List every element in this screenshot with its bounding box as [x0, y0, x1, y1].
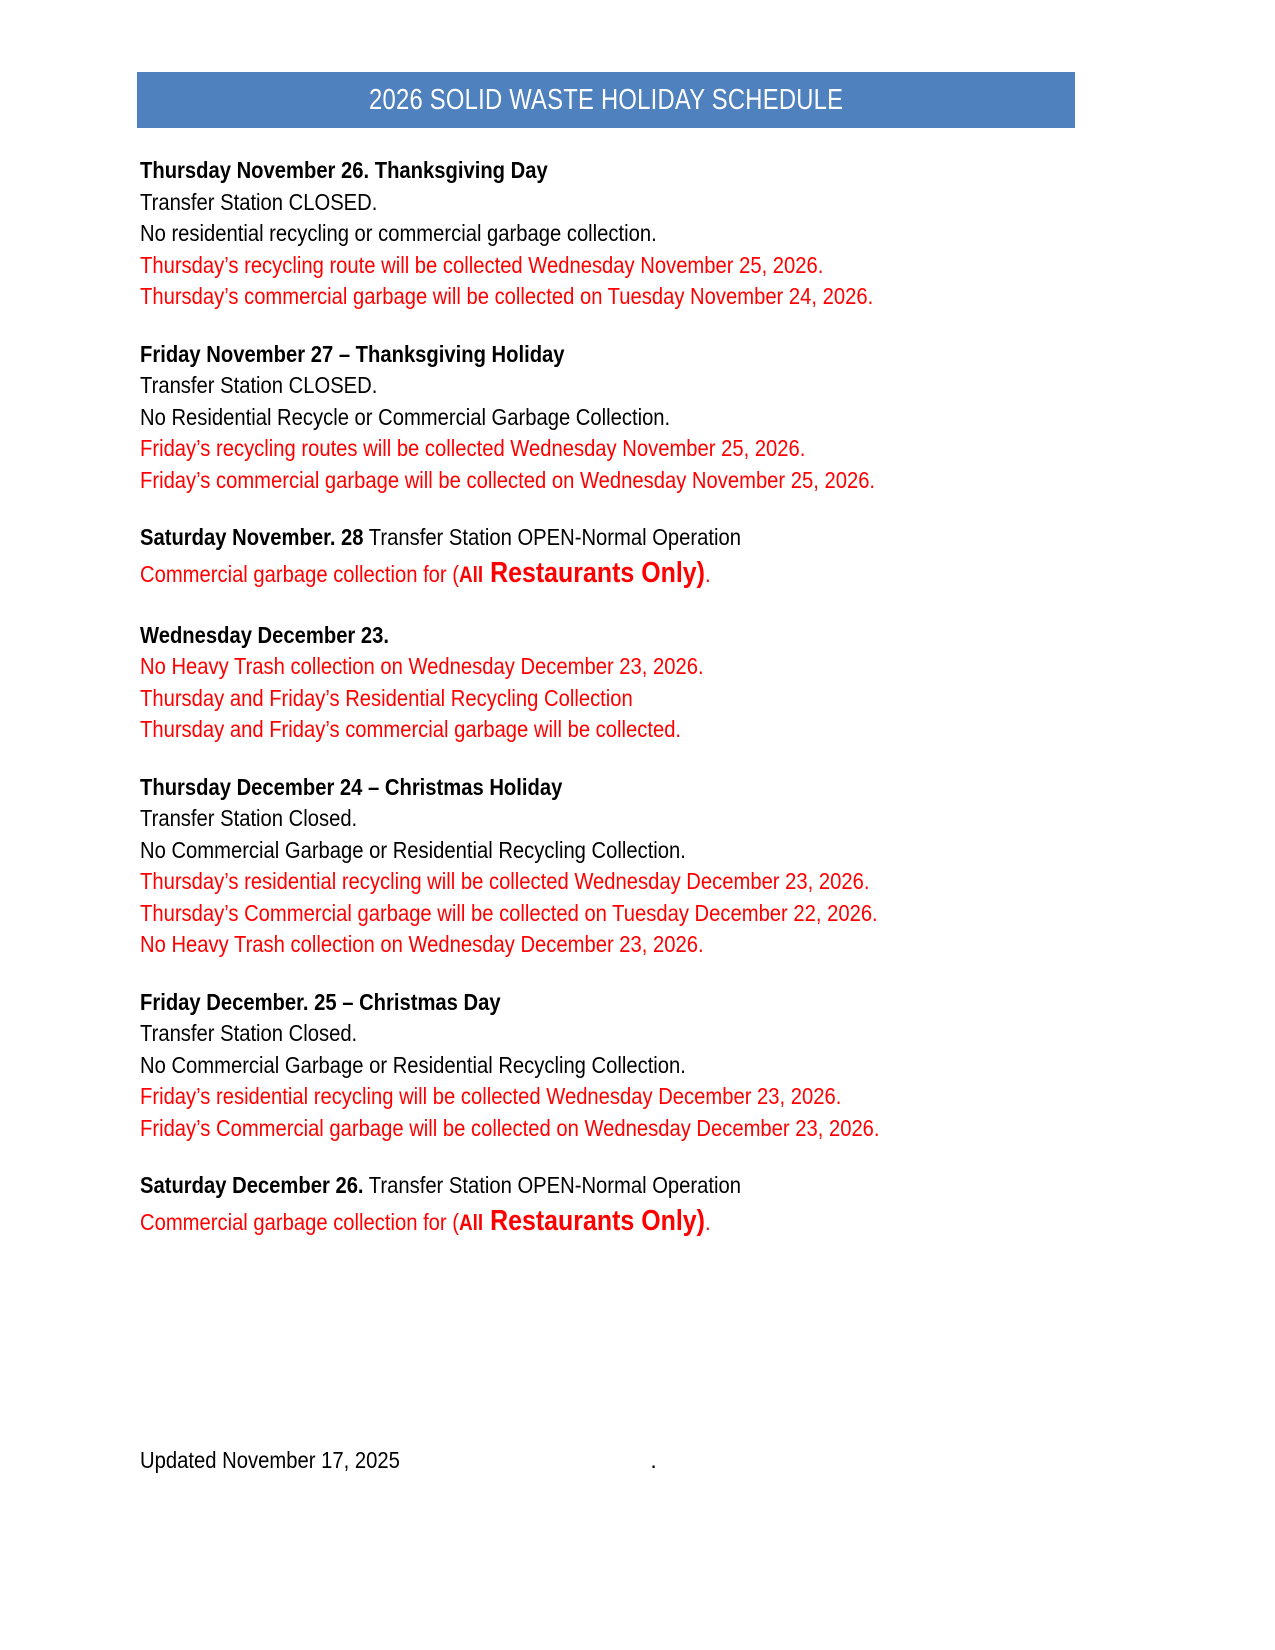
- section-heading: Friday December. 25 – Christmas Day: [140, 988, 501, 1015]
- section-line: No residential recycling or commercial garbage collection.: [140, 220, 657, 246]
- section-line-highlight: Friday’s recycling routes will be collected Wednesday November 25, 2026.: [140, 435, 806, 461]
- section-line-highlight: Friday’s Commercial garbage will be collected on Wednesday December 23, 2026.: [140, 1114, 880, 1141]
- restaurant-line-emphasis: Restaurants Only): [483, 556, 705, 589]
- section-heading: Wednesday December 23.: [140, 621, 390, 648]
- section-line: No Residential Recycle or Commercial Garbage Collection.: [140, 403, 671, 430]
- document-header-bar: [137, 72, 1075, 128]
- page-title: 2026 SOLID WASTE HOLIDAY SCHEDULE: [368, 83, 844, 116]
- section-thanksgiving-holiday: [140, 339, 1140, 497]
- restaurant-line-prefix: Commercial garbage collection for (: [140, 560, 460, 587]
- section-line: No Commercial Garbage or Residential Recycling Collection.: [140, 1051, 686, 1078]
- section-line: No Commercial Garbage or Residential Recycling Collection.: [140, 836, 686, 863]
- section-line-highlight: No Heavy Trash collection on Wednesday December 23, 2026.: [140, 931, 704, 957]
- section-christmas-holiday: [140, 772, 1140, 961]
- section-saturday-november-28: [140, 522, 1140, 594]
- section-heading: Friday November 27 – Thanksgiving Holiday: [140, 340, 565, 367]
- section-heading-normal: Transfer Station OPEN-Normal Operation: [363, 1172, 741, 1198]
- footer-trailing-mark: .: [650, 1447, 657, 1473]
- section-heading: [140, 1170, 1000, 1202]
- document-body: [140, 155, 1140, 1242]
- restaurant-line-all: All: [459, 561, 484, 587]
- section-line: Transfer Station Closed.: [140, 805, 358, 831]
- restaurant-only-line: [140, 554, 1000, 594]
- section-christmas-day: [140, 987, 1140, 1145]
- section-line-highlight: Thursday’s residential recycling will be collected Wednesday December 23, 2026.: [140, 868, 870, 894]
- section-line-highlight: Thursday and Friday’s commercial garbage will be collected.: [140, 716, 682, 742]
- restaurant-only-line: [140, 1202, 1000, 1242]
- section-line: Transfer Station CLOSED.: [140, 372, 378, 398]
- restaurant-line-suffix: .: [704, 1208, 711, 1235]
- section-heading-normal: Transfer Station OPEN-Normal Operation: [363, 524, 741, 550]
- section-wednesday-december-23: [140, 620, 1140, 746]
- section-line-highlight: Friday’s commercial garbage will be collected on Wednesday November 25, 2026.: [140, 466, 876, 493]
- restaurant-line-prefix: Commercial garbage collection for (: [140, 1208, 460, 1235]
- section-heading: Thursday December 24 – Christmas Holiday: [140, 773, 563, 800]
- restaurant-line-emphasis: Restaurants Only): [483, 1204, 705, 1237]
- updated-date: Updated November 17, 2025: [140, 1447, 400, 1473]
- restaurant-line-all: All: [459, 1209, 484, 1235]
- section-line-highlight: Thursday’s recycling route will be collected Wednesday November 25, 2026.: [140, 251, 824, 278]
- section-line: Transfer Station CLOSED.: [140, 188, 378, 215]
- section-line-highlight: Thursday’s Commercial garbage will be collected on Tuesday December 22, 2026.: [140, 899, 878, 926]
- document-footer: [140, 1445, 1100, 1475]
- section-line: Transfer Station Closed.: [140, 1020, 358, 1046]
- section-thanksgiving-day: [140, 155, 1140, 313]
- section-line-highlight: Thursday’s commercial garbage will be collected on Tuesday November 24, 2026.: [140, 283, 874, 309]
- section-heading-bold: Saturday November. 28: [140, 524, 364, 550]
- restaurant-line-suffix: .: [704, 560, 711, 587]
- section-line-highlight: Thursday and Friday’s Residential Recycling Collection: [140, 684, 633, 711]
- section-saturday-december-26: [140, 1170, 1140, 1242]
- section-heading-bold: Saturday December 26.: [140, 1172, 364, 1198]
- section-line-highlight: No Heavy Trash collection on Wednesday December 23, 2026.: [140, 653, 704, 679]
- section-heading: Thursday November 26. Thanksgiving Day: [140, 157, 548, 183]
- section-heading: [140, 522, 1000, 554]
- section-line-highlight: Friday’s residential recycling will be collected Wednesday December 23, 2026.: [140, 1083, 842, 1109]
